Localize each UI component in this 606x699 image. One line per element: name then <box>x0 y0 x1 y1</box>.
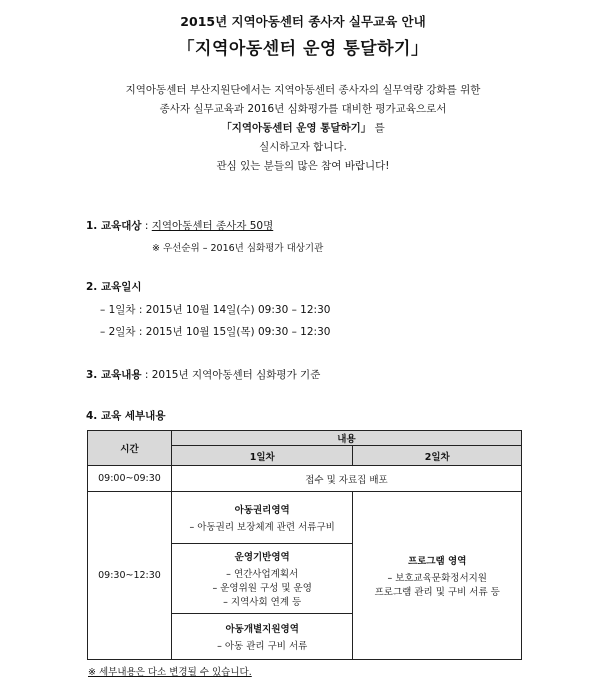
intro-line5: 관심 있는 분들의 많은 참여 바랍니다! <box>216 160 390 172</box>
intro-line4: 실시하고자 합니다. <box>259 141 347 153</box>
section3-row <box>86 367 320 382</box>
section1-note: ※ 우선순위 – 2016년 심화평가 대상기관 <box>152 243 324 254</box>
section3-value: 2015년 지역아동센터 심화평가 기준 <box>151 369 321 381</box>
section2-heading <box>86 279 142 294</box>
day1-block2-line1: – 연간사업계획서 <box>226 569 299 580</box>
day1-block3-title: 아동개별지원영역 <box>225 624 299 635</box>
header-day2: 2일차 <box>353 446 522 466</box>
day1-block1-title: 아동권리영역 <box>234 505 290 516</box>
day1-block2 <box>171 544 353 614</box>
section1-row <box>86 218 273 233</box>
day1-block2-title: 운영기반영역 <box>234 552 290 563</box>
intro-line3-bold: 「지역아동센터 운영 통달하기」 <box>221 122 372 134</box>
row2-time: 09:30~12:30 <box>88 492 172 660</box>
section1-value: 지역아동센터 종사자 50명 <box>151 220 274 232</box>
day1-block3-line1: – 아동 관리 구비 서류 <box>217 641 308 652</box>
schedule-table <box>87 430 522 660</box>
section2-heading-text: 2. 교육일시 <box>86 281 142 293</box>
day2-line2: 프로그램 관리 및 구비 서류 등 <box>374 587 500 598</box>
day1-block2-line3: – 지역사회 연계 등 <box>223 597 302 608</box>
intro-line2: 종사자 실무교육과 2016년 심화평가를 대비한 평가교육으로서 <box>159 103 447 115</box>
day2-title: 프로그램 영역 <box>408 556 467 567</box>
row1-time: 09:00~09:30 <box>88 466 172 492</box>
section3-heading: 3. 교육내용 <box>86 369 142 381</box>
document-title-line2: 「지역아동센터 운영 통달하기」 <box>177 39 429 59</box>
day1-block2-line2: – 운영위원 구성 및 운영 <box>212 583 312 594</box>
document-title-line1: 2015년 지역아동센터 종사자 실무교육 안내 <box>180 14 426 29</box>
day1-block1-line1: – 아동권리 보장체계 관련 서류구비 <box>189 522 335 533</box>
row1-content: 접수 및 자료집 배포 <box>171 466 521 492</box>
section1-sep: : <box>141 220 152 232</box>
header-time: 시간 <box>88 431 172 466</box>
section2-day2: – 2일차 : 2015년 10월 15일(목) 09:30 – 12:30 <box>100 326 331 338</box>
header-day1: 1일차 <box>171 446 353 466</box>
footer-note: ※ 세부내용은 다소 변경될 수 있습니다. <box>88 667 252 678</box>
header-content: 내용 <box>171 431 521 446</box>
day2-line1: – 보호교육문화정서지원 <box>387 573 487 584</box>
day1-block3 <box>171 614 353 660</box>
section4-heading <box>86 408 165 423</box>
day2-block <box>353 492 522 660</box>
intro-line3 <box>0 120 606 135</box>
section3-sep: : <box>141 369 152 381</box>
section4-heading-text: 4. 교육 세부내용 <box>86 410 166 422</box>
intro-line3-suffix: 를 <box>371 122 385 134</box>
day1-block1 <box>171 492 353 544</box>
section1-heading: 1. 교육대상 <box>86 220 142 232</box>
intro-line1: 지역아동센터 부산지원단에서는 지역아동센터 종사자의 실무역량 강화를 위한 <box>125 84 481 96</box>
section2-day1: – 1일차 : 2015년 10월 14일(수) 09:30 – 12:30 <box>100 304 331 316</box>
